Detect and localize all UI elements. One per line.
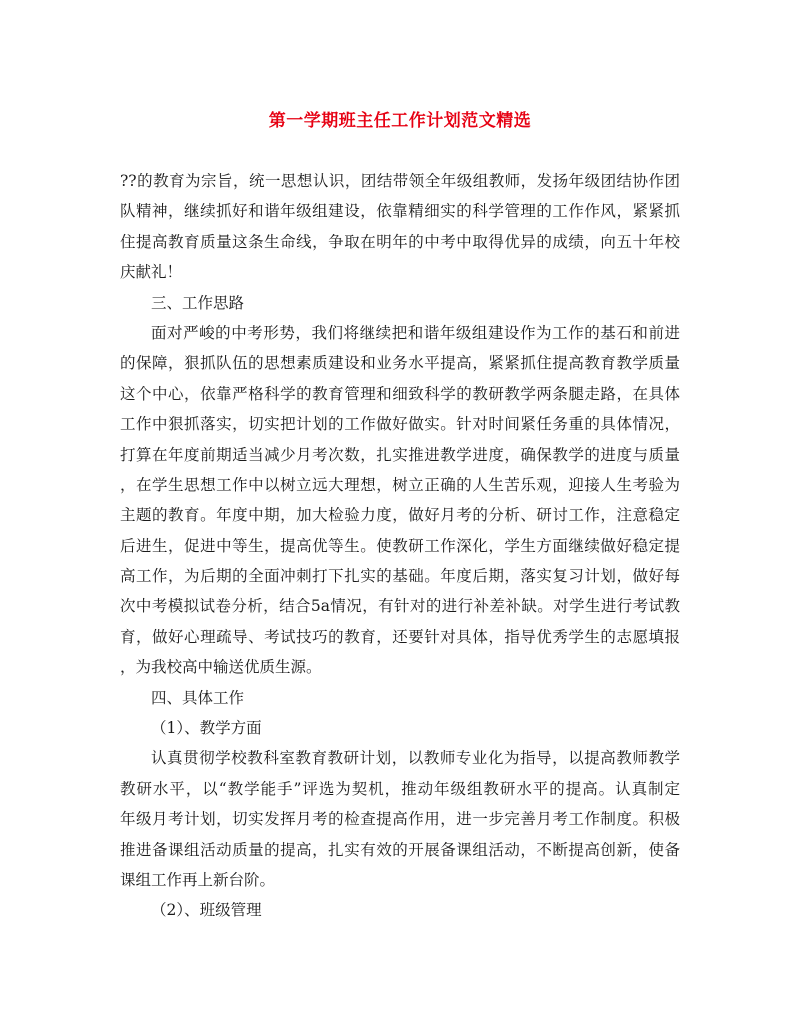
- paragraph-line: 后进生，促进中等生，提高优等生。使教研工作深化，学生方面继续做好稳定提: [120, 536, 680, 555]
- paragraph-line: 主题的教育。年度中期，加大检验力度，做好月考的分析、研讨工作，注意稳定: [120, 506, 680, 525]
- paragraph-line: 队精神，继续抓好和谐年级组建设，依靠精细实的科学管理的工作作风，紧紧抓: [120, 202, 680, 221]
- paragraph-line: 庆献礼！: [120, 263, 183, 282]
- paragraph-line: 认真贯彻学校教科室教育教研计划，以教师专业化为指导，以提高教师教学: [151, 749, 680, 768]
- paragraph-line: 这个中心，依靠严格科学的教育管理和细致科学的教研教学两条腿走路，在具体: [120, 384, 680, 403]
- paragraph-line: ??的教育为宗旨，统一思想认识，团结带领全年级组教师，发扬年级团结协作团: [120, 172, 680, 190]
- paragraph-line: 推进备课组活动质量的提高，扎实有效的开展备课组活动，不断提高创新，使备: [120, 840, 680, 859]
- section-heading: 四、具体工作: [151, 688, 245, 707]
- paragraph-line: 课组工作再上新台阶。: [120, 870, 276, 889]
- paragraph-line: ，为我校高中输送优质生源。: [120, 658, 322, 677]
- document-title: 第一学期班主任工作计划范文精选: [268, 111, 532, 131]
- document-body: [120, 166, 680, 926]
- subsection-heading: （2）、班级管理: [151, 901, 262, 920]
- paragraph-line: 工作中狠抓落实，切实把计划的工作做好做实。针对时间紧任务重的具体情况，: [120, 415, 680, 434]
- paragraph-line: 住提高教育质量这条生命线，争取在明年的中考中取得优异的成绩，向五十年校: [120, 232, 680, 251]
- paragraph-line: 教研水平，以“教学能手”评选为契机，推动年级组教研水平的提高。认真制定: [120, 779, 680, 798]
- paragraph-line: 高工作，为后期的全面冲刺打下扎实的基础。年度后期，落实复习计划，做好每: [120, 567, 680, 586]
- subsection-heading: （1）、教学方面: [151, 719, 262, 738]
- paragraph-line: 次中考模拟试卷分析，结合5a情况，有针对的进行补差补缺。对学生进行考试教: [120, 597, 680, 616]
- paragraph-line: 的保障，狠抓队伍的思想素质建设和业务水平提高，紧紧抓住提高教育教学质量: [120, 354, 680, 373]
- paragraph-line: 年级月考计划，切实发挥月考的检查提高作用，进一步完善月考工作制度。积极: [120, 810, 680, 829]
- paragraph-line: 育，做好心理疏导、考试技巧的教育，还要针对具体，指导优秀学生的志愿填报: [120, 627, 680, 646]
- section-heading: 三、工作思路: [151, 293, 245, 312]
- paragraph-line: 面对严峻的中考形势，我们将继续把和谐年级组建设作为工作的基石和前进: [151, 323, 680, 342]
- paragraph-line: 打算在年度前期适当减少月考次数，扎实推进教学进度，确保教学的进度与质量: [120, 445, 680, 464]
- paragraph-line: ，在学生思想工作中以树立远大理想，树立正确的人生苦乐观，迎接人生考验为: [120, 475, 680, 494]
